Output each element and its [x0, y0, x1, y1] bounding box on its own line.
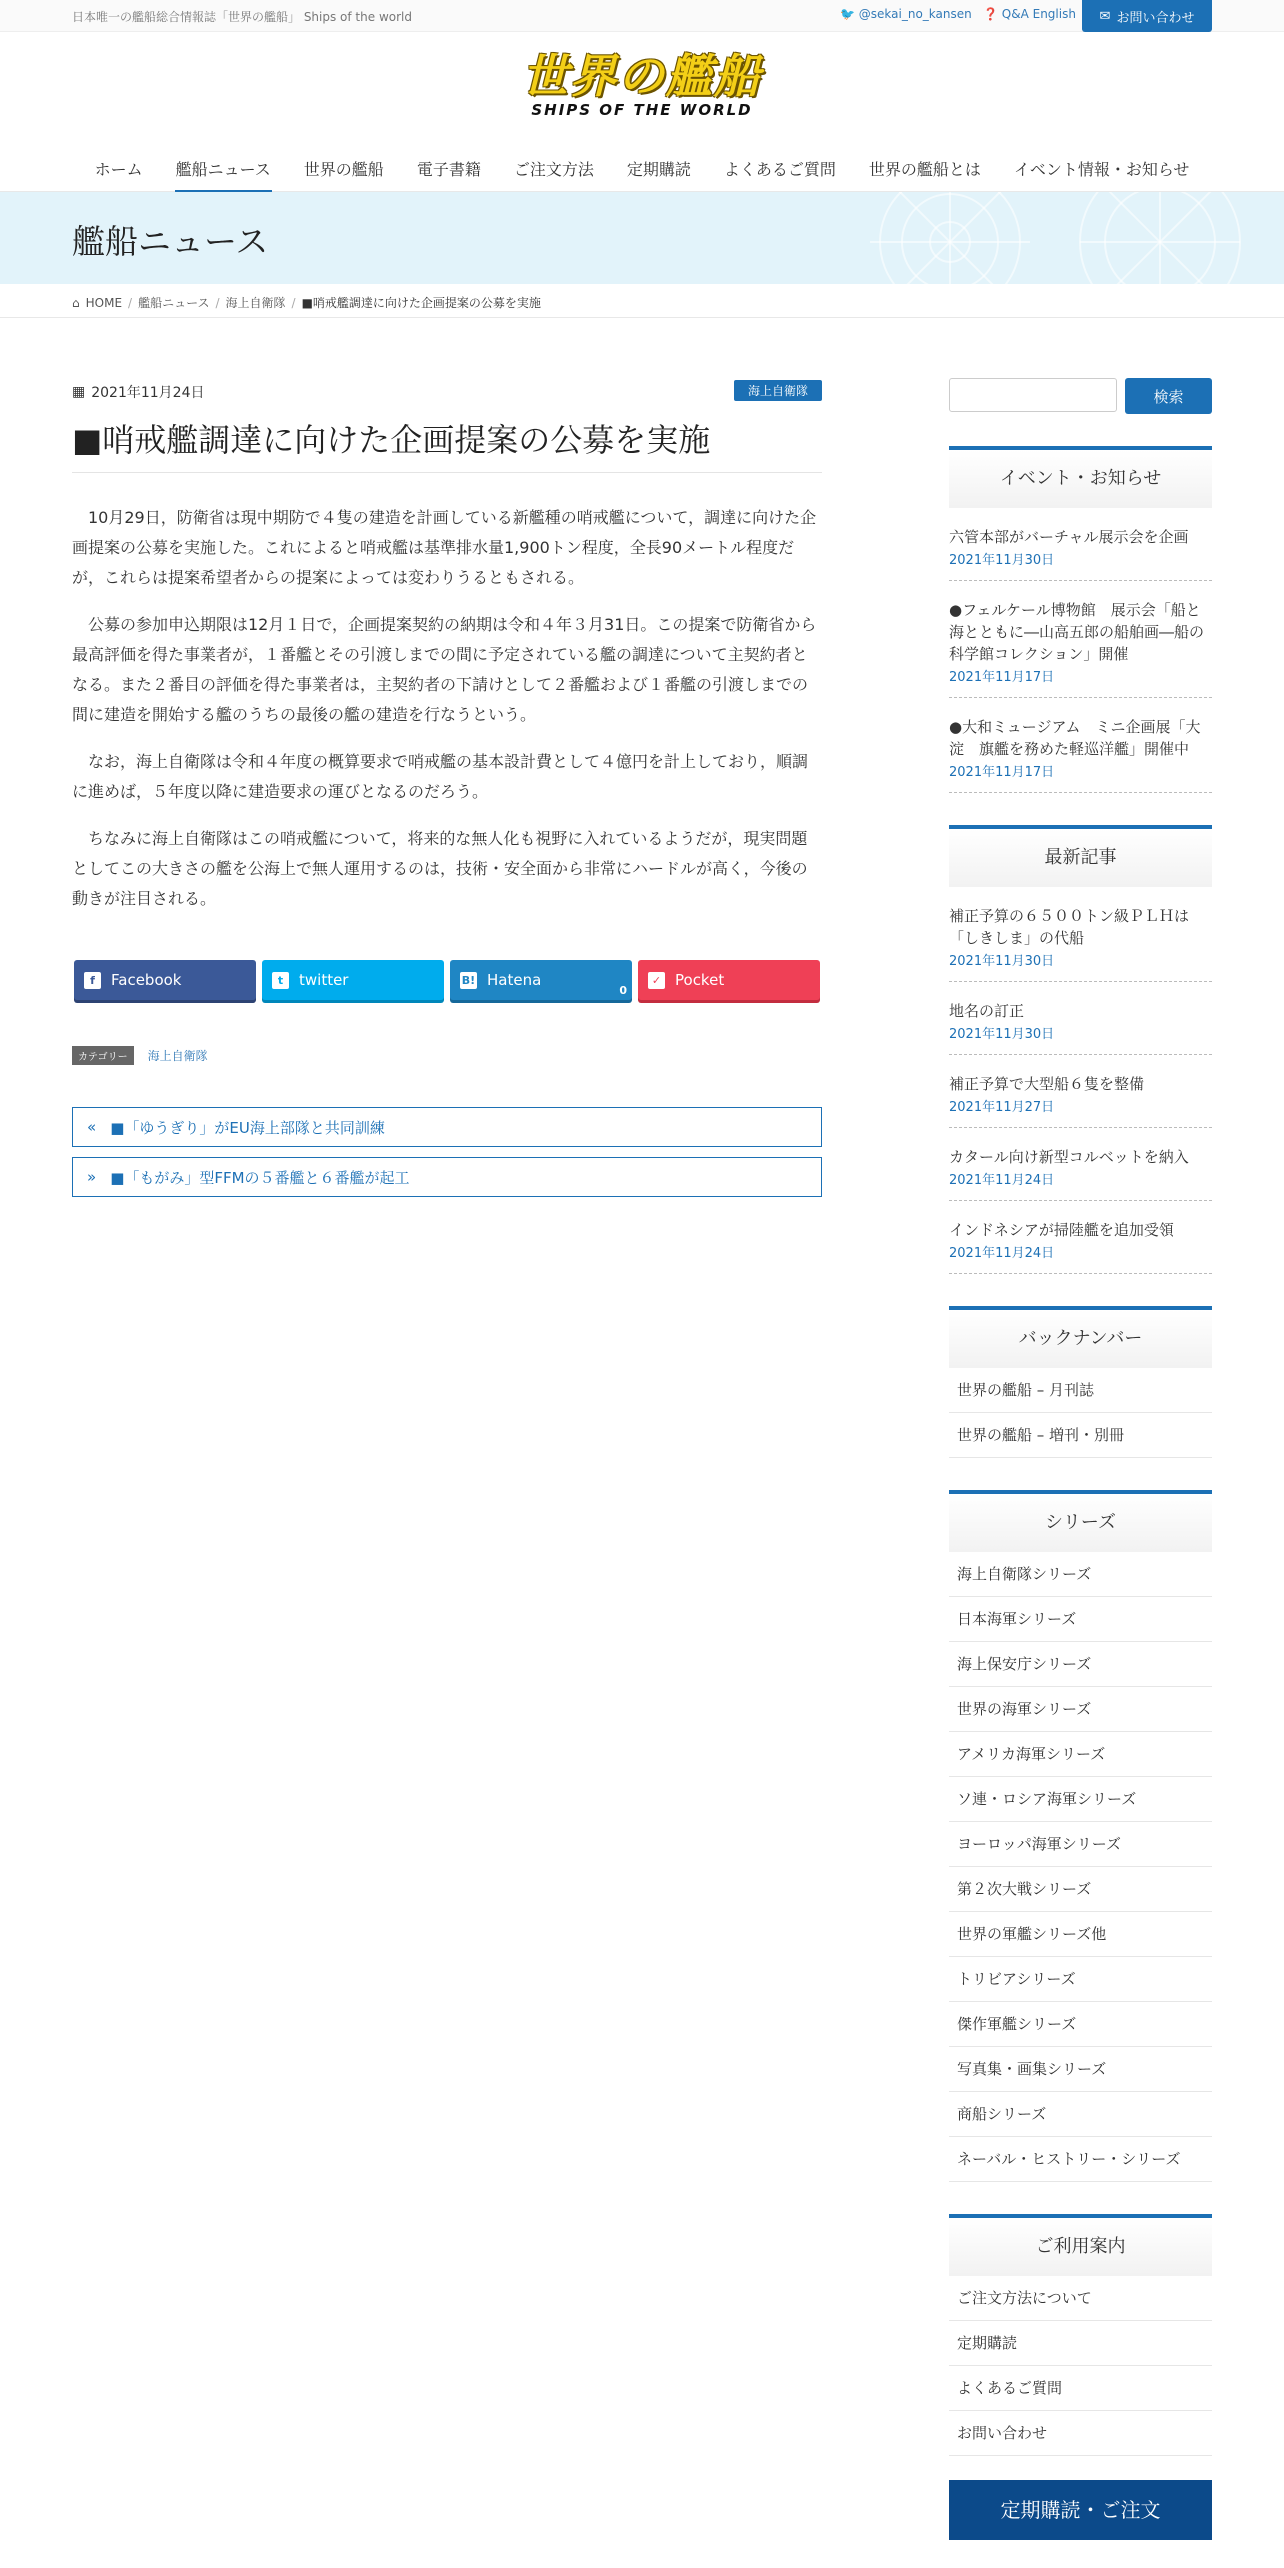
nav-ships-of-the-world[interactable]: 世界の艦船: [303, 160, 384, 179]
home-icon: ⌂: [72, 295, 80, 310]
article-meta: [72, 380, 822, 402]
event-item[interactable]: [949, 698, 1212, 793]
article-category-badge[interactable]: 海上自衛隊: [734, 380, 822, 401]
article-paragraph: 10月29日，防衛省は現中期防で４隻の建造を計画している新艦種の哨戒艦について，調達に向けた企画提案の公募を実施した。これによると哨戒艦は基準排水量1,900トン程度，全長90メートル程度だが，これらは提案希望者からの提案によっては変わりうるともされる。: [72, 508, 817, 587]
hatena-count: 0: [619, 984, 627, 997]
event-date: 2021年11月30日: [949, 553, 1055, 568]
latest-post-date: 2021年11月27日: [949, 1100, 1055, 1115]
guide-item[interactable]: お問い合わせ: [949, 2411, 1212, 2456]
sidebar: [949, 378, 1212, 2540]
breadcrumb-separator: /: [291, 295, 296, 310]
topbar: [0, 0, 1284, 32]
latest-post-item[interactable]: [949, 1128, 1212, 1201]
latest-post-item[interactable]: [949, 887, 1212, 982]
latest-post-title: カタール向け新型コルベットを納入: [949, 1148, 1189, 1166]
envelope-icon: ✉: [1099, 8, 1111, 24]
nav-home[interactable]: ホーム: [94, 160, 143, 179]
next-arrow: »: [87, 1168, 97, 1186]
site-header: [0, 32, 1284, 192]
search-form: [949, 378, 1212, 414]
site-tagline: 日本唯一の艦船総合情報誌「世界の艦船」 Ships of the world: [72, 10, 412, 24]
nav-events[interactable]: イベント情報・お知らせ: [1013, 160, 1190, 179]
subscription-order-banner[interactable]: 定期購読・ご注文: [949, 2480, 1212, 2540]
share-hatena-label: Hatena: [487, 971, 542, 989]
latest-post-date: 2021年11月24日: [949, 1173, 1055, 1188]
widget-title: ご利用案内: [949, 2214, 1212, 2276]
category-label: カテゴリー: [72, 1046, 134, 1065]
article-paragraph: 公募の参加申込期限は12月１日で，企画提案契約の納期は令和４年３月31日。この提案で防衛省から最高評価を得た事業者が，１番艦とその引渡しまでの間に予定されている艦の調達について主契約者となる。また２番目の評価を得た事業者は，主契約者の下請けとして２番艦および１番艦の引渡しまでの間に建造を開始する艦のうちの最後の艦の建造を行なうという。: [72, 615, 817, 724]
nav-news[interactable]: 艦船ニュース: [175, 158, 272, 192]
guide-widget: [949, 2214, 1212, 2456]
breadcrumb-separator: /: [128, 295, 133, 310]
widget-title: バックナンバー: [949, 1306, 1212, 1368]
nav-ebooks[interactable]: 電子書籍: [416, 160, 481, 179]
latest-post-date: 2021年11月24日: [949, 1246, 1055, 1261]
event-date: 2021年11月17日: [949, 765, 1055, 780]
latest-post-date: 2021年11月30日: [949, 954, 1055, 969]
contact-label: お問い合わせ: [1116, 10, 1195, 26]
nav-subscription[interactable]: 定期購読: [626, 160, 691, 179]
latest-post-title: 地名の訂正: [949, 1002, 1025, 1020]
series-item[interactable]: ソ連・ロシア海軍シリーズ: [949, 1777, 1212, 1822]
facebook-icon: f: [84, 972, 101, 989]
widget-title: 最新記事: [949, 825, 1212, 887]
twitter-link[interactable]: [840, 7, 972, 21]
logo-english: SHIPS OF THE WORLD: [531, 101, 753, 119]
prev-arrow: «: [87, 1118, 97, 1136]
breadcrumb-current: ■哨戒艦調達に向けた企画提案の公募を実施: [301, 296, 541, 310]
series-item[interactable]: 世界の海軍シリーズ: [949, 1687, 1212, 1732]
category-link[interactable]: 海上自衛隊: [147, 1049, 208, 1063]
pocket-icon: ✓: [648, 972, 665, 989]
article: [72, 380, 822, 1207]
calendar-icon: ▦: [72, 384, 86, 400]
twitter-icon: t: [272, 972, 289, 989]
backnumber-widget: [949, 1306, 1212, 1458]
article-body: [72, 503, 822, 914]
series-item[interactable]: アメリカ海軍シリーズ: [949, 1732, 1212, 1777]
series-item[interactable]: 日本海軍シリーズ: [949, 1597, 1212, 1642]
article-title: ■哨戒艦調達に向けた企画提案の公募を実施: [72, 418, 822, 473]
search-button[interactable]: 検索: [1125, 378, 1212, 414]
share-facebook-button[interactable]: [74, 960, 256, 1000]
series-item[interactable]: ヨーロッパ海軍シリーズ: [949, 1822, 1212, 1867]
breadcrumb-home[interactable]: HOME: [85, 295, 123, 310]
article-paragraph: なお，海上自衛隊は令和４年度の概算要求で哨戒艦の基本設計費として４億円を計上しており，順調に進めば，５年度以降に建造要求の運びとなるのだろう。: [72, 752, 809, 801]
widget-title: イベント・お知らせ: [949, 446, 1212, 508]
share-facebook-label: Facebook: [111, 971, 182, 989]
prev-post-title: ■「ゆうぎり」がEU海上部隊と共同訓練: [110, 1118, 385, 1137]
breadcrumb-separator: /: [215, 295, 220, 310]
qa-english-label: Q&A English: [1001, 7, 1076, 21]
article-paragraph: ちなみに海上自衛隊はこの哨戒艦について，将来的な無人化も視野に入れているようだが，現実問題としてこの大きさの艦を公海上で無人運用するのは，技術・安全面から非常にハードルが高く，今後の動きが注目される。: [72, 829, 808, 908]
series-item[interactable]: 写真集・画集シリーズ: [949, 2047, 1212, 2092]
latest-post-item[interactable]: [949, 1201, 1212, 1274]
breadcrumb: [0, 284, 1284, 318]
widget-title: シリーズ: [949, 1490, 1212, 1552]
site-logo[interactable]: [512, 50, 772, 132]
guide-item[interactable]: よくあるご質問: [949, 2366, 1212, 2411]
backnumber-item[interactable]: 世界の艦船 – 月刊誌: [949, 1368, 1212, 1413]
global-nav: [0, 158, 1284, 192]
article-date: [72, 382, 205, 402]
contact-button[interactable]: [1082, 0, 1212, 32]
search-input[interactable]: [949, 378, 1117, 412]
latest-post-title: 補正予算の６５００トン級ＰＬＨは「しきしま」の代船: [949, 907, 1190, 947]
event-item[interactable]: [949, 581, 1212, 698]
page-title: 艦船ニュース: [72, 222, 269, 261]
nav-faq[interactable]: よくあるご質問: [723, 160, 836, 179]
breadcrumb-jmsdf[interactable]: 海上自衛隊: [225, 296, 286, 310]
latest-post-date: 2021年11月30日: [949, 1027, 1055, 1042]
latest-posts-widget: [949, 825, 1212, 1274]
series-item[interactable]: 世界の軍艦シリーズ他: [949, 1912, 1212, 1957]
prev-post-link[interactable]: [72, 1107, 822, 1147]
qa-english-link[interactable]: [983, 7, 1076, 21]
series-item[interactable]: 商船シリーズ: [949, 2092, 1212, 2137]
guide-item[interactable]: 定期購読: [949, 2321, 1212, 2366]
post-navigation: [72, 1107, 822, 1197]
share-pocket-label: Pocket: [675, 971, 725, 989]
share-twitter-label: twitter: [299, 971, 349, 989]
share-buttons: [72, 960, 822, 1000]
share-hatena-button[interactable]: [450, 960, 632, 1000]
latest-post-item[interactable]: [949, 982, 1212, 1055]
series-item[interactable]: 海上保安庁シリーズ: [949, 1642, 1212, 1687]
latest-post-title: インドネシアが掃陸艦を追加受領: [949, 1221, 1174, 1239]
nav-about[interactable]: 世界の艦船とは: [868, 160, 981, 179]
series-item[interactable]: 傑作軍艦シリーズ: [949, 2002, 1212, 2047]
hatena-icon: B!: [461, 973, 476, 987]
next-post-link[interactable]: [72, 1157, 822, 1197]
latest-post-item[interactable]: [949, 1055, 1212, 1128]
article-date-text: 2021年11月24日: [91, 385, 205, 401]
events-widget: [949, 446, 1212, 793]
breadcrumb-news[interactable]: 艦船ニュース: [138, 296, 210, 310]
event-title: 六管本部がバーチャル展示会を企画: [949, 528, 1189, 546]
share-twitter-button[interactable]: [262, 960, 444, 1000]
event-title: ●大和ミュージアム ミニ企画展「大淀 旗艦を務めた軽巡洋艦」開催中: [949, 718, 1201, 758]
twitter-handle: @sekai_no_kansen: [858, 7, 972, 21]
nav-how-to-order[interactable]: ご注文方法: [513, 160, 594, 179]
series-item[interactable]: トリビアシリーズ: [949, 1957, 1212, 2002]
event-item[interactable]: [949, 508, 1212, 581]
next-post-title: ■「もがみ」型FFMの５番艦と６番艦が起工: [110, 1168, 410, 1187]
twitter-icon: 🐦: [840, 7, 855, 21]
event-date: 2021年11月17日: [949, 670, 1055, 685]
event-title: ●フェルケール博物館 展示会「船と海とともに―山高五郎の船舶画―船の科学館コレクション」開催: [949, 601, 1205, 663]
series-item[interactable]: 第２次大戦シリーズ: [949, 1867, 1212, 1912]
share-pocket-button[interactable]: [638, 960, 820, 1000]
logo-japanese: 世界の艦船: [522, 49, 762, 103]
latest-post-title: 補正予算で大型船６隻を整備: [949, 1075, 1145, 1093]
compass-decoration: [800, 192, 1284, 284]
backnumber-item[interactable]: 世界の艦船 – 増刊・別冊: [949, 1413, 1212, 1458]
series-item[interactable]: ネーバル・ヒストリー・シリーズ: [949, 2137, 1212, 2182]
series-widget: [949, 1490, 1212, 2182]
article-categories: [72, 1046, 822, 1065]
series-item[interactable]: 海上自衛隊シリーズ: [949, 1552, 1212, 1597]
guide-item[interactable]: ご注文方法について: [949, 2276, 1212, 2321]
page-title-band: [0, 192, 1284, 284]
question-circle-icon: ❓: [983, 7, 998, 21]
